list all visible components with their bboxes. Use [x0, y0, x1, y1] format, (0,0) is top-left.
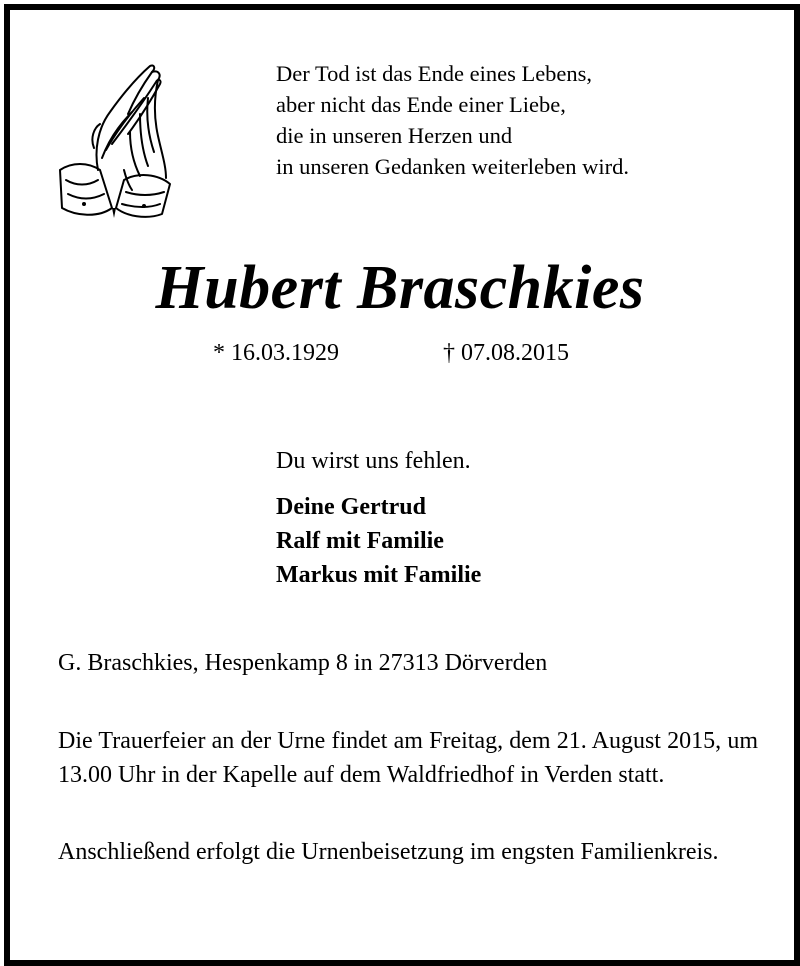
death-date: † 07.08.2015 [443, 340, 569, 366]
birth-date: * 16.03.1929 [213, 340, 339, 366]
poem [276, 58, 629, 182]
signer: Markus mit Familie [276, 562, 482, 588]
poem-line: die in unseren Herzen und [276, 123, 513, 148]
signers-list [276, 490, 481, 592]
deceased-name: Hubert Braschkies [155, 254, 645, 322]
ceremony-text: Die Trauerfeier an der Urne findet am Freitag, dem 21. August 2015, um 13.00 Uhr in der Kapelle auf dem Waldfriedhof in Verden statt. [58, 728, 758, 788]
signer: Deine Gertrud [276, 494, 426, 520]
signer: Ralf mit Familie [276, 528, 444, 554]
poem-line: Der Tod ist das Ende eines Lebens, [276, 61, 593, 86]
burial-text: Anschließend erfolgt die Urnenbeisetzung im engsten Familienkreis. [58, 839, 719, 865]
poem-line: in unseren Gedanken weiterleben wird. [276, 154, 629, 179]
contact-address: G. Braschkies, Hespenkamp 8 in 27313 Dörverden [58, 650, 548, 676]
praying-hands-icon [54, 58, 176, 222]
poem-line: aber nicht das Ende einer Liebe, [276, 92, 566, 117]
farewell-line: Du wirst uns fehlen. [276, 448, 471, 474]
